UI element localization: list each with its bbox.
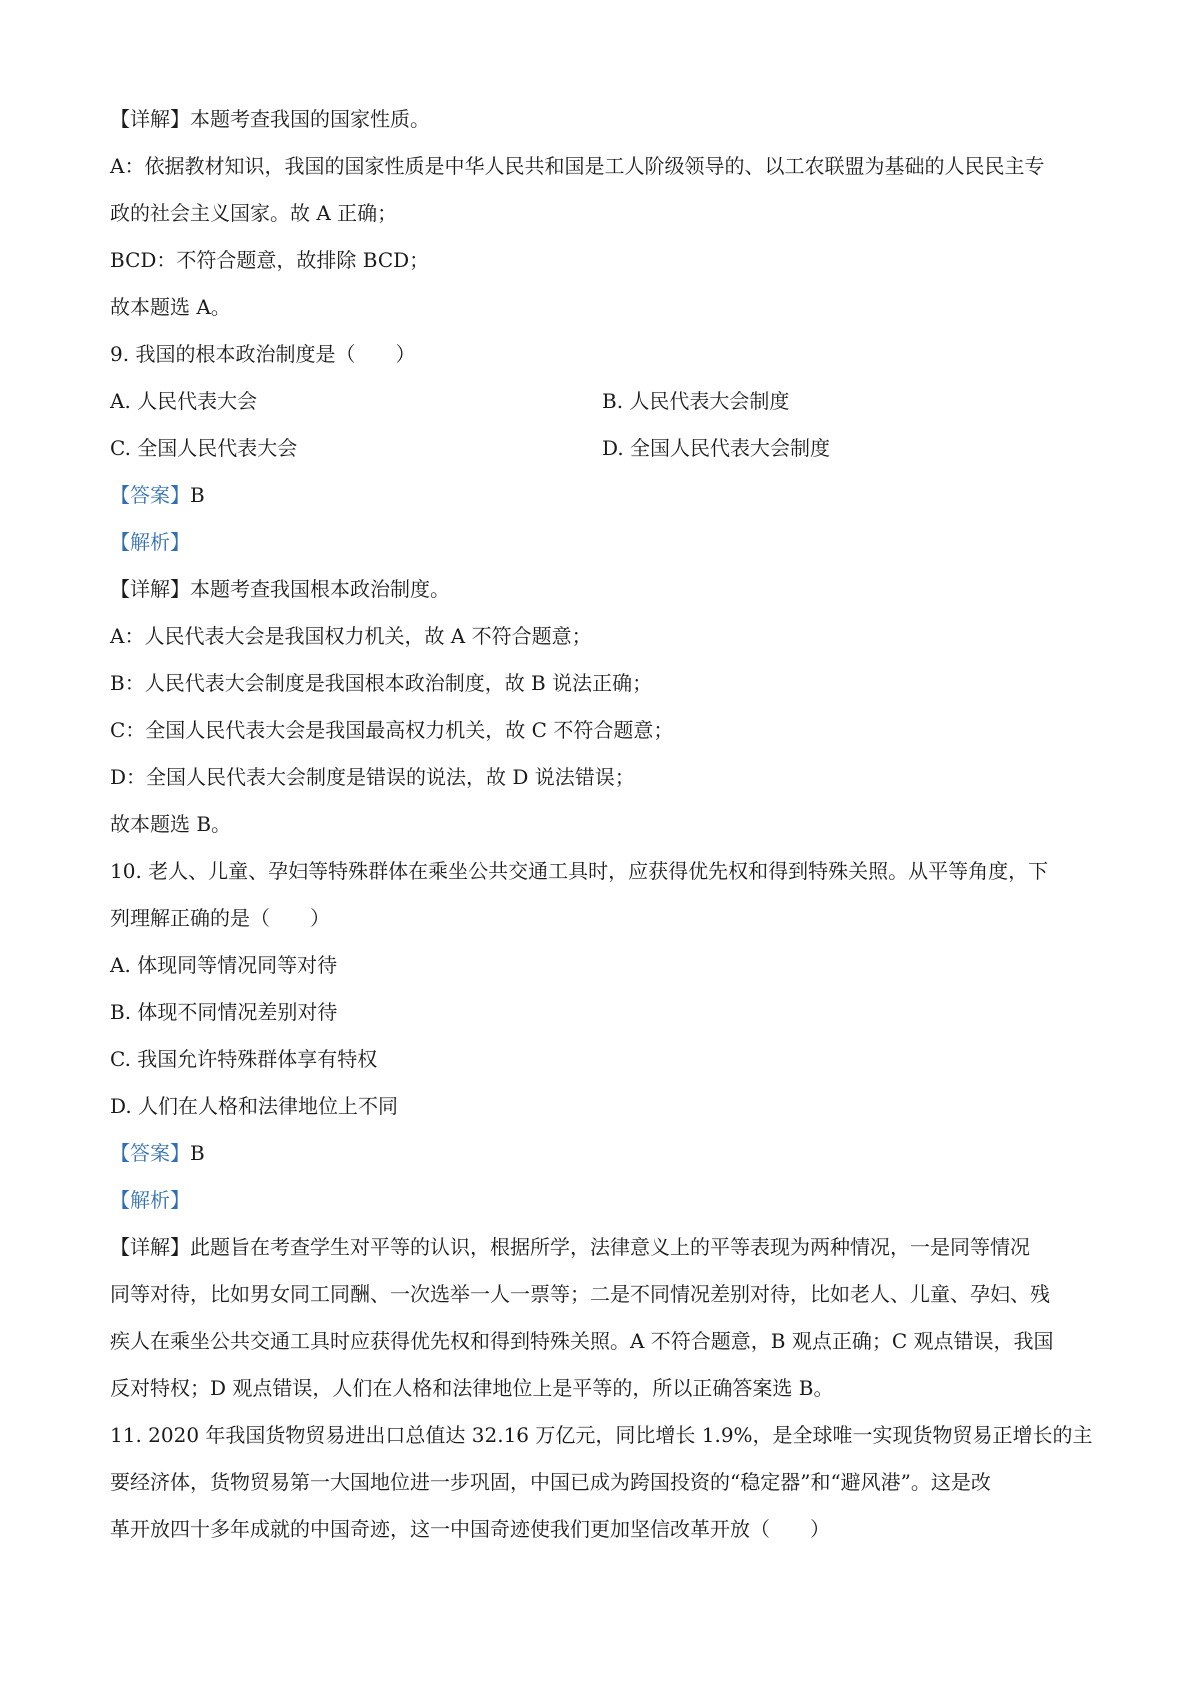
q10-detail-line-2: 同等对待，比如男女同工同酬、一次选举一人一票等；二是不同情况差别对待，比如老人、儿童、孕妇、残 [110, 1282, 1050, 1306]
q9-detail-a: A：人民代表大会是我国权力机关，故 A 不符合题意； [110, 624, 592, 648]
q9-conclusion: 故本题选 B。 [110, 812, 232, 836]
q10-analysis-label: 【解析】 [110, 1188, 190, 1212]
q9-option-b: B. 人民代表大会制度 [602, 389, 790, 413]
q8-detail-heading: 【详解】本题考查我国的国家性质。 [110, 107, 430, 131]
q11-stem-line-2: 要经济体，货物贸易第一大国地位进一步巩固，中国已成为跨国投资的“稳定器”和“避风港”。这是改 [110, 1470, 991, 1494]
q9-detail-b: B：人民代表大会制度是我国根本政治制度，故 B 说法正确； [110, 671, 653, 695]
q10-detail-line-4: 反对特权；D 观点错误，人们在人格和法律地位上是平等的，所以正确答案选 B。 [110, 1376, 834, 1400]
q10-detail-line-3: 疾人在乘坐公共交通工具时应获得优先权和得到特殊关照。A 不符合题意，B 观点正确；C 观点错误，我国 [110, 1329, 1054, 1353]
q10-option-c: C. 我国允许特殊群体享有特权 [110, 1047, 378, 1071]
q8-detail-bcd: BCD：不符合题意，故排除 BCD； [110, 248, 430, 272]
q9-detail-heading: 【详解】本题考查我国根本政治制度。 [110, 577, 450, 601]
q9-answer-label: 【答案】 [110, 483, 190, 507]
q9-options-row-2 [110, 425, 1100, 472]
q8-detail-option-a-cont: 政的社会主义国家。故 A 正确； [110, 201, 398, 225]
q9-analysis-label: 【解析】 [110, 530, 190, 554]
q10-stem-line-1: 10. 老人、儿童、孕妇等特殊群体在乘坐公共交通工具时，应获得优先权和得到特殊关照。从平等角度，下 [110, 859, 1049, 883]
q11-stem-line-3: 革开放四十多年成就的中国奇迹，这一中国奇迹使我们更加坚信改革开放（ ） [110, 1517, 830, 1541]
q9-answer-value: B [190, 483, 205, 507]
q10-stem-line-2: 列理解正确的是（ ） [110, 906, 330, 930]
q10-option-d: D. 人们在人格和法律地位上不同 [110, 1094, 399, 1118]
q10-option-a: A. 体现同等情况同等对待 [110, 953, 338, 977]
q9-options-row-1 [110, 378, 1100, 425]
q10-answer-value: B [190, 1141, 205, 1165]
q9-option-c: C. 全国人民代表大会 [110, 436, 298, 460]
q8-conclusion: 故本题选 A。 [110, 295, 231, 319]
q9-detail-c: C：全国人民代表大会是我国最高权力机关，故 C 不符合题意； [110, 718, 674, 742]
q10-detail-line-1: 【详解】此题旨在考查学生对平等的认识，根据所学，法律意义上的平等表现为两种情况，一是同等情况 [110, 1235, 1030, 1259]
q9-stem: 9. 我国的根本政治制度是（ ） [110, 342, 416, 366]
q9-option-a: A. 人民代表大会 [110, 389, 258, 413]
q11-stem-line-1: 11. 2020 年我国货物贸易进出口总值达 32.16 万亿元，同比增长 1.9%，是全球唯一实现货物贸易正增长的主 [110, 1423, 1093, 1447]
q9-answer [110, 472, 1100, 519]
q9-option-d: D. 全国人民代表大会制度 [602, 436, 831, 460]
q9-detail-d: D：全国人民代表大会制度是错误的说法，故 D 说法错误； [110, 765, 635, 789]
document-page [110, 96, 1100, 1553]
q10-option-b: B. 体现不同情况差别对待 [110, 1000, 338, 1024]
q10-answer [110, 1130, 1100, 1177]
q8-detail-option-a: A：依据教材知识，我国的国家性质是中华人民共和国是工人阶级领导的、以工农联盟为基础的人民民主专 [110, 154, 1045, 178]
q10-answer-label: 【答案】 [110, 1141, 190, 1165]
